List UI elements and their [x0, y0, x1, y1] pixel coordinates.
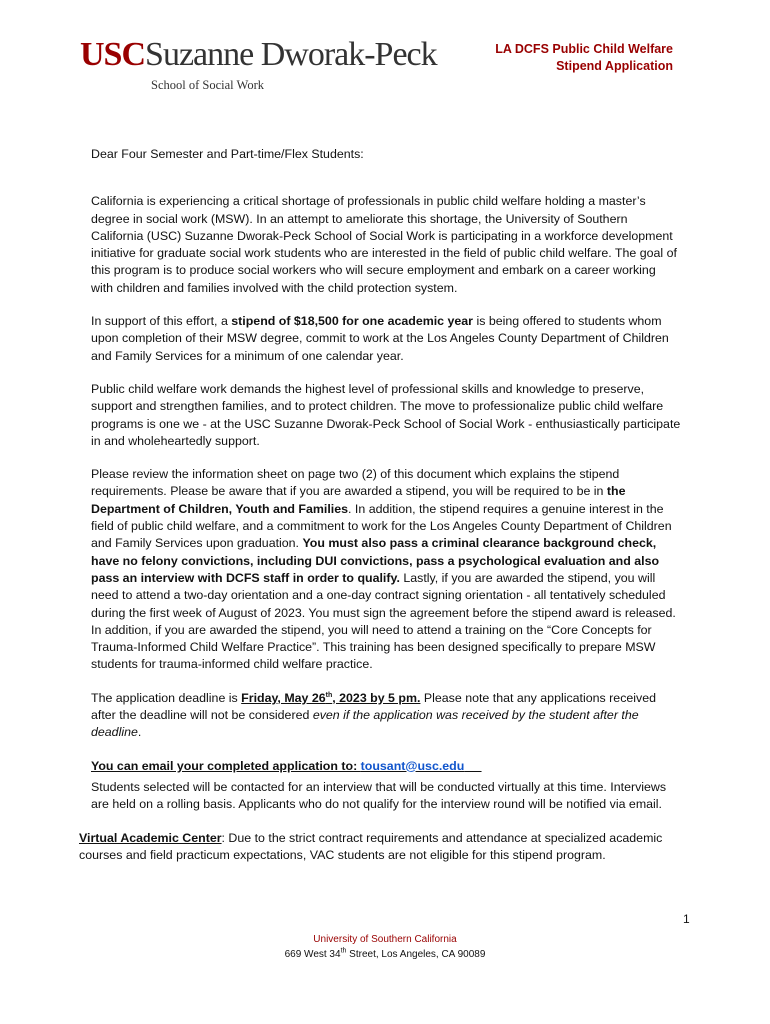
usc-logo	[80, 38, 437, 93]
deadline-date-sup: th	[325, 691, 333, 699]
document-title-line1: LA DCFS Public Child Welfare	[495, 42, 673, 56]
requirements-text-1: Please review the information sheet on page two (2) of this document which explains the stipend requirements. Please be aware that if you are awarded a stipend, you will be required to be in	[91, 467, 620, 499]
stipend-text-1: In support of this effort, a	[91, 314, 232, 329]
document-title	[495, 41, 673, 75]
requirements-text-3: Lastly, if you are awarded the stipend, you will need to attend a two-day orientation and a one-day contract signing orientation - all tentatively scheduled during the first week of August of 2023. You must sign the agreement before the stipend award is released. In addition, if you are awarded the stipend, you will need to attend a training on the “Core Concepts for Trauma-Informed Child Welfare Practice”. This training has been designed specifically to prepare MSW students for trauma-informed child welfare practice.	[91, 570, 676, 672]
document-title-line2: Stipend Application	[556, 59, 673, 73]
footer-address-sup: th	[340, 947, 347, 955]
paragraph-interview: Students selected will be contacted for an interview that will be conducted virtually at this time. Interviews are held on a rolling basis. Applicants who do not qualify for the interview round will be notified via email.	[91, 779, 667, 812]
logo-usc-text: USC	[80, 36, 146, 73]
logo-school-name: Suzanne Dworak-Peck	[145, 36, 437, 73]
deadline-date-day: Friday, May 26	[241, 690, 326, 705]
stipend-text-2: is being offered to students whom upon completion of their MSW degree, commit to work at the Los Angeles County Department of Children and Family Services for a minimum of one calendar year.	[91, 314, 669, 363]
footer-address-pre: 669 West 34	[284, 949, 341, 960]
footer-address-post: Street, Los Angeles, CA 90089	[346, 949, 486, 960]
requirements-text-2: . In addition, the stipend requires a genuine interest in the field of public child welfare, and a commitment to work for the Los Angeles County Department of Children and Family Services upon graduation.	[91, 501, 672, 551]
deadline-text-2: Please note that any applications received after the deadline will not be considered	[91, 690, 657, 723]
footer-address	[0, 947, 770, 962]
paragraph-stipend	[91, 313, 681, 365]
vac-text: : Due to the strict contract requirements and attendance at specialized academic courses and field practicum expectations, VAC students are not eligible for this stipend program.	[79, 830, 663, 862]
requirements-department: the Department of Children, Youth and Families	[91, 484, 626, 516]
salutation: Dear Four Semester and Part-time/Flex Students:	[91, 147, 364, 161]
email-instruction	[91, 758, 681, 775]
deadline-text-3: .	[137, 725, 142, 740]
footer-university: University of Southern California	[313, 934, 457, 945]
deadline-italic: even if the application was received by the student after the deadline	[91, 708, 639, 740]
email-label: You can email your completed application to:	[91, 758, 361, 773]
requirements-clearance: You must also pass a criminal clearance background check, have no felony convictions, including DUI convictions, pass a psychological evaluation and also pass an interview with DCFS staff in order to qualify.	[91, 536, 660, 585]
stipend-amount: stipend of $18,500 for one academic year	[231, 314, 474, 329]
footer	[0, 932, 770, 962]
logo-subtitle: School of Social Work	[151, 78, 264, 92]
email-link[interactable]: tousant@usc.edu	[360, 758, 465, 773]
letter-body	[79, 146, 681, 864]
page-number: 1	[683, 912, 690, 926]
paragraph-vac	[79, 830, 679, 865]
deadline-text-1: The application deadline is	[91, 690, 242, 705]
paragraph-public-child-welfare: Public child welfare work demands the highest level of professional skills and knowledge to preserve, support and strengthen families, and to protect children. The move to professionalize public child welfare programs is one we - at the USC Suzanne Dworak-Peck School of Social Work - enthusiastically participate in and wholeheartedly support.	[91, 381, 681, 448]
paragraph-deadline	[91, 690, 681, 742]
paragraph-requirements	[91, 466, 681, 674]
paragraph-shortage: California is experiencing a critical shortage of professionals in public child welfare holding a master’s degree in social work (MSW). In an attempt to ameliorate this shortage, the University of Southern California (USC) Suzanne Dworak-Peck School of Social Work is participating in a workforce development initiative for graduate social work students who are interested in the field of public child welfare. The goal of this program is to produce social workers who will secure employment and embark on a career working with children and families involved with the child protection system.	[91, 194, 677, 295]
deadline-date-time: , 2023 by 5 pm.	[332, 690, 421, 705]
vac-label: Virtual Academic Center	[79, 830, 222, 845]
deadline-date	[241, 691, 420, 705]
